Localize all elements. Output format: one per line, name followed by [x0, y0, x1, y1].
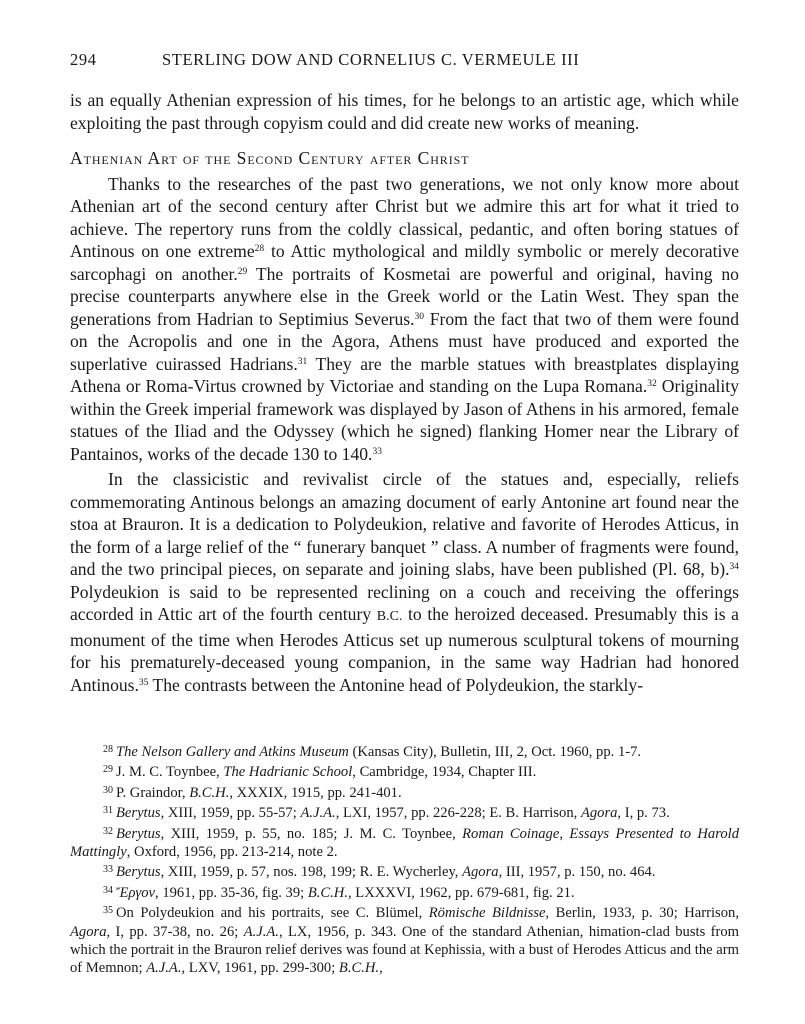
footnotes — [70, 741, 739, 978]
main-text — [70, 89, 739, 696]
text-run: They are the marble statues with breastplates displaying Athena or Roma-Virtus crowned by Victoriae and standing on the Lupa Romana. — [70, 353, 739, 396]
text-run: From the fact that two of them were found on the Acropolis and one in the Agora, Athens must have produced and exported the superlative cuirassed Hadrians. — [70, 308, 739, 374]
footnote-34: $^{34}$ Ἔργον, 1961, pp. 35-36, fig. 39; B.C.H., LXXXVI, 1962, pp. 679-681, fig. 21. — [103, 884, 575, 901]
text-run: Originality within the Greek imperial framework was displayed by Jason of Athens in his armored, female statues of the Iliad and the Odyssey (which he signed) flanking Homer near the Library of Pantainos, works of the decade 130 to 140. — [70, 376, 739, 464]
footnote-ref[interactable]: 35 — [138, 677, 149, 688]
footnote-ref[interactable]: 29 — [237, 266, 248, 277]
footnote-ref[interactable]: 33 — [372, 446, 382, 457]
paragraph-1 — [70, 173, 739, 466]
footnote-30: $^{30}$ P. Graindor, B.C.H., XXXIX, 1915, pp. 241-401. — [103, 784, 402, 801]
footnote-ref[interactable]: 31 — [297, 356, 308, 367]
footnote-31: $^{31}$ Berytus, XIII, 1959, pp. 55-57; A.J.A., LXI, 1957, pp. 226-228; E. B. Harrison, Agora, I, p. 73. — [103, 805, 670, 822]
text-run: Polydeukion is said to be represented reclining on a couch and receiving the offerings accorded in Attic art of the fourth century — [70, 581, 739, 624]
text-run: to Attic mythological and mildly symbolic or merely decorative sarcophagi on another. — [70, 241, 739, 284]
page-header — [70, 50, 740, 74]
footnote-ref[interactable]: 32 — [647, 379, 657, 389]
section-heading: Athenian Art of the Second Century after Christ — [70, 148, 470, 168]
running-head: STERLING DOW AND CORNELIUS C. VERMEULE III — [162, 50, 580, 69]
text-run: The portraits of Kosmetai are powerful and original, having no precise counterparts anywhere else in the Greek world or the Latin West. They span the generations from Hadrian to Septimius Severus. — [70, 263, 739, 329]
footnote-29: $^{29}$ J. M. C. Toynbee, The Hadrianic School, Cambridge, 1934, Chapter III. — [103, 764, 537, 781]
era-abbrev: B.C. — [376, 609, 403, 624]
page-number: 294 — [70, 50, 97, 69]
paragraph-2 — [70, 468, 739, 696]
footnote-ref[interactable]: 34 — [729, 562, 739, 572]
footnote-ref[interactable]: 30 — [414, 311, 425, 322]
footnote-28: $^{28}$ The Nelson Gallery and Atkins Museum (Kansas City), Bulletin, III, 2, Oct. 1960, pp. 1-7. — [103, 744, 642, 760]
footnote-35: $^{35}$ On Polydeukion and his portraits, see C. Blümel, Römische Bildnisse, Berlin, 1933, p. 30; Harrison, Agora, I, pp. 37-38, no. 26; A.J.A., LX, 1956, p. 343. One of the standard Athenian, himation-clad busts from which the portrait in the Brauron relief derives was found at Kephissia, with a bust of Herodes Atticus and the arm of Memnon; A.J.A., LXV, 1961, pp. 299-300; B.C.H., — [70, 905, 739, 977]
footnote-33: $^{33}$ Berytus, XIII, 1959, p. 57, nos. 198, 199; R. E. Wycherley, Agora, III, 1957, p. 150, no. 464. — [103, 864, 656, 881]
opening-paragraph: is an equally Athenian expression of his times, for he belongs to an artistic age, which while exploiting the past through copyism could and did create new works of meaning. — [70, 90, 739, 133]
text-run: Thanks to the researches of the past two generations, we not only know more about Athenian art of the second century after Christ but we admire this art for what it tried to achieve. The repertory runs from the coldly classical, pedantic, and often boring statues of Antinous on one extreme — [70, 173, 739, 261]
footnote-ref[interactable]: 28 — [254, 244, 265, 254]
text-run: In the classicistic and revivalist circle of the statues and, especially, reliefs commemorating Antinous belongs an amazing document of early Antonine art found near the stoa at Brauron. It is a dedication to Polydeukion, relative and favorite of Herodes Atticus, in the form of a large relief of the “ funerary banquet ” class. A number of fragments were found, and the two principal pieces, on separate and joining slabs, have been published (Pl. 68, b). — [70, 469, 739, 579]
text-run: to the heroized deceased. Presumably this is a monument of the time when Herodes Atticus set up numerous sculptural tokens of mourning for his prematurely-deceased young companion, in the same way Hadrian had honored Antinous. — [70, 604, 739, 695]
text-run: The contrasts between the Antonine head of Polydeukion, the starkly- — [148, 674, 644, 695]
footnote-32: $^{32}$ Berytus, XIII, 1959, p. 55, no. 185; J. M. C. Toynbee, Roman Coinage, Essays Presented to Harold Mattingly, Oxford, 1956, pp. 213-214, note 2. — [70, 825, 739, 861]
